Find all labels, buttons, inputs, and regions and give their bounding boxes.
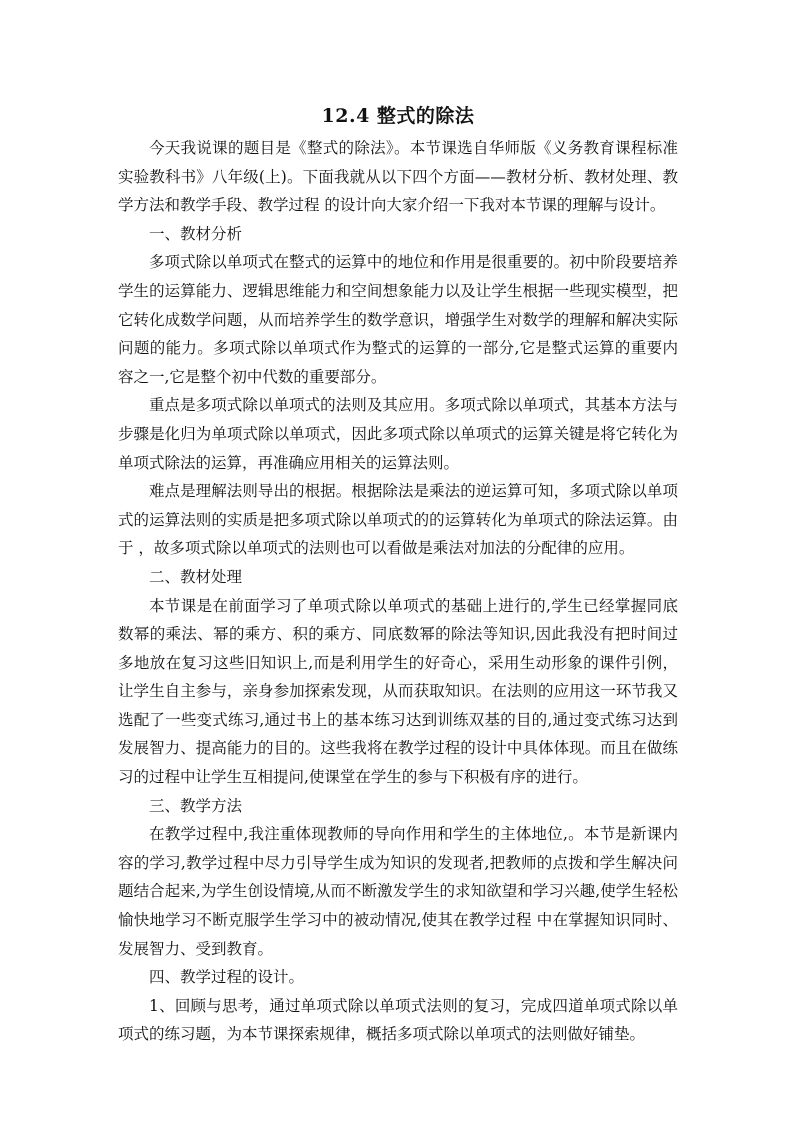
section-heading: 三、教学方法: [149, 796, 243, 815]
section-textbook-analysis: [118, 220, 678, 563]
section-textbook-processing: [118, 563, 678, 792]
section-teaching-methods: [118, 792, 678, 964]
body-paragraph: 难点是理解法则导出的根据。根据除法是乘法的逆运算可知，多项式除以单项式的运算法则的实质是把多项式除以单项式的的运算转化为单项式的除法运算。由于 ，故多项式除以单项式的法则也可以看做是乘法对加法的分配律的应用。: [118, 482, 678, 558]
body-paragraph: 多项式除以单项式在整式的运算中的地位和作用是很重要的。初中阶段要培养学生的运算能力、逻辑思维能力和空间想象能力以及让学生根据一些现实模型，把它转化成数学问题，从而培养学生的数学意识，增强学生对数学的理解和解决实际问题的能力。多项式除以单项式作为整式的运算的一部分,它是整式运算的重要内容之一,它是整个初中代数的重要部分。: [118, 253, 678, 386]
section-heading: 一、教材分析: [149, 224, 243, 243]
intro-paragraph: 今天我说课的题目是《整式的除法》。本节课选自华师版《义务教育课程标准实验教科书》八年级(上)。下面我就从以下四个方面——教材分析、教材处理、教学方法和教学手段、教学过程 的设计向大家介绍一下我对本节课的理解与设计。: [118, 139, 678, 215]
body-paragraph: 重点是多项式除以单项式的法则及其应用。多项式除以单项式，其基本方法与步骤是化归为单项式除以单项式，因此多项式除以单项式的运算关键是将它转化为单项式除法的运算，再准确应用相关的运算法则。: [118, 396, 678, 472]
body-paragraph: 1、回顾与思考，通过单项式除以单项式法则的复习，完成四道单项式除以单项式的练习题，为本节课探索规律，概括多项式除以单项式的法则做好铺垫。: [118, 996, 678, 1044]
document-title: 12.4 整式的除法: [321, 105, 475, 127]
body-paragraph: 本节课是在前面学习了单项式除以单项式的基础上进行的,学生已经掌握同底数幂的乘法、幂的乘方、积的乘方、同底数幂的除法等知识,因此我没有把时间过多地放在复习这些旧知识上,而是利用学生的好奇心，采用生动形象的课件引例，让学生自主参与，亲身参加探索发现，从而获取知识。在法则的应用这一环节我又选配了一些变式练习,通过书上的基本练习达到训练双基的目的,通过变式练习达到发展智力、提高能力的目的。这些我将在教学过程的设计中具体体现。而且在做练习的过程中让学生互相提问,使课堂在学生的参与下积极有序的进行。: [118, 596, 678, 787]
section-heading: 二、教材处理: [149, 567, 243, 586]
section-teaching-process: [118, 963, 678, 1049]
body-paragraph: 在教学过程中,我注重体现教师的导向作用和学生的主体地位,。本节是新课内容的学习,教学过程中尽力引导学生成为知识的发现者,把教师的点拨和学生解决问题结合起来,为学生创设情境,从而不断激发学生的求知欲望和学习兴趣,使学生轻松愉快地学习不断克服学生学习中的被动情况,使其在教学过程 中在掌握知识同时、发展智力、受到教育。: [118, 825, 678, 958]
document-page: [118, 98, 678, 1049]
section-heading: 四、教学过程的设计。: [149, 968, 305, 987]
